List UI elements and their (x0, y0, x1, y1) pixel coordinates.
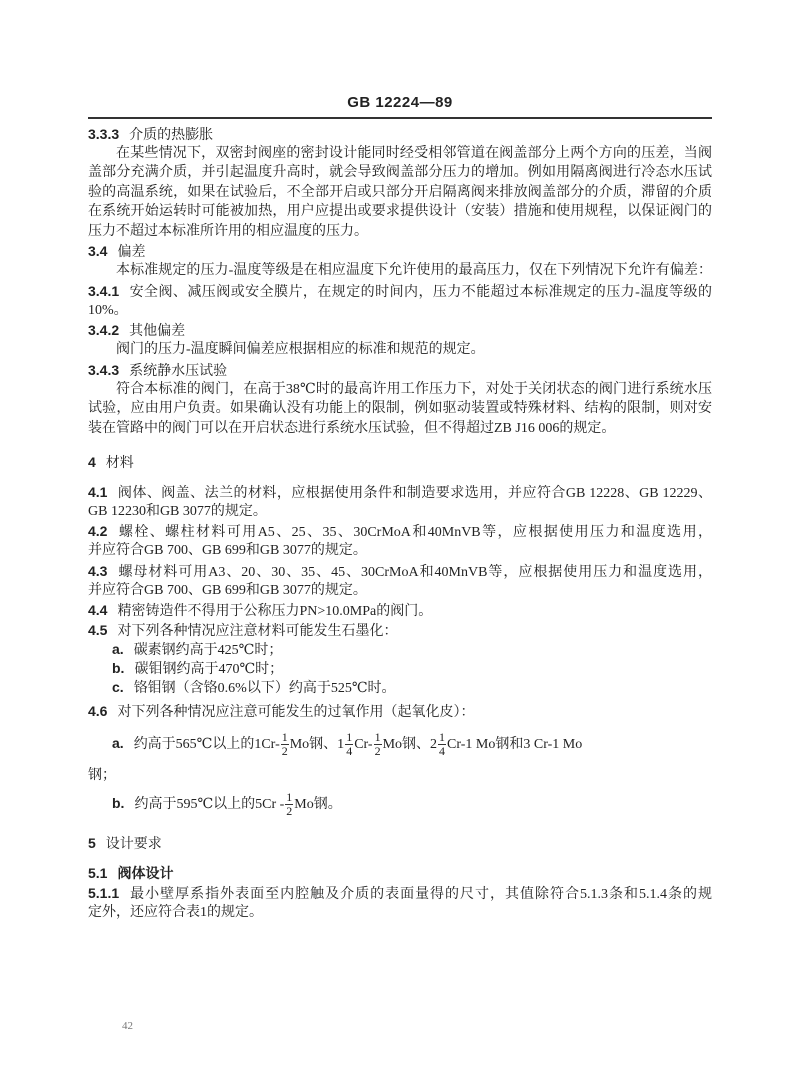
paragraph-line: 试验，应由用户负责。如果确认没有功能上的限制，例如驱动装置或特殊材料、结构的限制，则对安 (88, 401, 712, 416)
numerator: 1 (374, 730, 381, 745)
list-text: Cr-1 Mo钢和3 Cr-1 Mo (447, 737, 583, 752)
paragraph-text: 最小壁厚系指外表面至内腔触及介质的表面量得的尺寸，其值除符合5.1.3条和5.1.4条的规 (129, 887, 712, 902)
document-header: GB 12224—89 (347, 94, 453, 111)
section-number: 3.4.3 (88, 362, 120, 378)
page-number: 42 (122, 1020, 133, 1032)
section-4-1 (88, 483, 712, 503)
list-text: 碳素钢约高于425℃时； (133, 643, 283, 658)
section-3-4-heading (88, 242, 712, 262)
list-text: 铬钼钢（含铬0.6%以下）约高于525℃时。 (133, 681, 396, 696)
list-text: Mo钢。 (294, 797, 342, 812)
fraction (438, 731, 446, 758)
denominator: 4 (439, 744, 446, 759)
list-text: Mo钢、2 (382, 737, 438, 752)
list-item (112, 728, 736, 760)
list-text: 约高于595℃以上的5Cr - (134, 797, 285, 812)
paragraph-line: 钢； (88, 768, 116, 783)
section-title: 偏差 (117, 245, 146, 260)
list-text: 碳钼钢约高于470℃时； (134, 662, 284, 677)
section-4-3 (88, 562, 712, 582)
paragraph-line: GB 12230和GB 3077的规定。 (88, 504, 267, 519)
paragraph-line: 阀门的压力-温度瞬间偏差应根据相应的标准和规范的规定。 (116, 342, 485, 357)
fraction (345, 731, 353, 758)
section-5-1-1 (88, 884, 712, 904)
paragraph-line: 并应符合GB 700、GB 699和GB 3077的规定。 (88, 583, 367, 598)
section-number: 5 (88, 835, 96, 851)
section-number: 4 (88, 454, 96, 470)
section-4-2 (88, 522, 712, 542)
list-text: Cr- (354, 737, 373, 752)
list-label: c. (112, 679, 124, 695)
section-number: 4.5 (88, 622, 108, 638)
numerator: 1 (346, 730, 353, 745)
list-text: Mo钢、1 (289, 737, 345, 752)
section-number: 3.3.3 (88, 126, 120, 142)
paragraph-line: 盖部分充满介质，并引起温度升高时，就会导致阀盖部分压力的增加。例如用隔离阀进行冷态水压试 (88, 165, 712, 180)
section-number: 4.6 (88, 703, 108, 719)
list-label: b. (112, 660, 125, 676)
paragraph-line: 验的高温系统，如果在试验后，不全部开启或只部分开启隔离阀来排放阀盖部分的介质，滞留的介质 (88, 185, 712, 200)
numerator: 1 (286, 790, 293, 805)
section-4-4 (88, 601, 712, 621)
list-item (112, 659, 736, 679)
list-item (112, 678, 736, 698)
paragraph-line: 定外，还应符合表1的规定。 (88, 905, 263, 920)
denominator: 2 (374, 744, 381, 759)
paragraph-text: 安全阀、减压阀或安全膜片，在规定的时间内，压力不能超过本标准规定的压力-温度等级的 (129, 285, 712, 300)
paragraph-text: 对下列各种情况应注意材料可能发生石墨化： (117, 624, 398, 639)
paragraph-line: 符合本标准的阀门，在高于38℃时的最高许用工作压力下，对处于关闭状态的阀门进行系统水压 (116, 382, 712, 397)
section-number: 3.4.2 (88, 322, 120, 338)
paragraph-text: 螺母材料可用A3、20、30、35、45、30CrMoA和40MnVB等，应根据使用压力和温度选用， (117, 565, 712, 580)
section-5-1-heading (88, 864, 712, 884)
list-item (112, 640, 736, 660)
section-title: 阀体设计 (117, 867, 174, 882)
section-number: 4.4 (88, 602, 108, 618)
section-3-4-3-heading (88, 361, 712, 381)
section-4-5 (88, 621, 712, 641)
section-number: 3.4 (88, 243, 108, 259)
section-title: 材料 (105, 456, 134, 471)
list-label: b. (112, 795, 125, 811)
numerator: 1 (439, 730, 446, 745)
paragraph-text: 螺栓、螺柱材料可用A5、25、35、30CrMoA和40MnVB等，应根据使用压力和温度选用， (117, 525, 712, 540)
list-label: a. (112, 735, 124, 751)
denominator: 2 (281, 744, 288, 759)
numerator: 1 (281, 730, 288, 745)
section-title: 系统静水压试验 (129, 364, 228, 379)
paragraph-text: 对下列各种情况应注意可能发生的过氧作用（起氧化皮）： (117, 705, 475, 720)
paragraph-text: 阀体、阀盖、法兰的材料，应根据使用条件和制造要求选用，并应符合GB 12228、GB 12229、 (117, 486, 712, 501)
section-number: 5.1.1 (88, 885, 120, 901)
list-text: 约高于565℃以上的1Cr- (133, 737, 280, 752)
section-3-3-3-heading (88, 125, 712, 145)
section-3-4-1 (88, 282, 712, 302)
paragraph-line: 本标准规定的压力-温度等级是在相应温度下允许使用的最高压力，仅在下列情况下允许有偏差： (116, 263, 712, 278)
section-number: 4.2 (88, 523, 108, 539)
section-title: 其他偏差 (129, 324, 186, 339)
paragraph-line: 在系统开始运转时可能被加热，用户应提出或要求提供设计（安装）措施和使用规程，以保证阀门的 (88, 204, 712, 219)
section-title: 介质的热膨胀 (129, 128, 214, 143)
header-rule (88, 117, 712, 119)
section-number: 3.4.1 (88, 283, 120, 299)
paragraph-text: 精密铸造件不得用于公称压力PN>10.0MPa的阀门。 (117, 604, 433, 619)
section-4-6 (88, 702, 712, 722)
chapter-5-heading (88, 834, 712, 854)
paragraph-line: 压力不超过本标准所许用的相应温度的压力。 (88, 224, 368, 239)
section-number: 4.1 (88, 484, 108, 500)
paragraph-line: 装在管路中的阀门可以在开启状态进行系统水压试验，但不得超过ZB J16 006的规定。 (88, 421, 616, 436)
fraction (285, 791, 293, 818)
section-title: 设计要求 (105, 837, 162, 852)
section-number: 5.1 (88, 865, 108, 881)
section-3-4-2-heading (88, 321, 712, 341)
list-label: a. (112, 641, 124, 657)
denominator: 4 (346, 744, 353, 759)
fraction (281, 731, 289, 758)
denominator: 2 (286, 804, 293, 819)
paragraph-line: 10%。 (88, 303, 128, 318)
paragraph-line: 并应符合GB 700、GB 699和GB 3077的规定。 (88, 543, 367, 558)
fraction (374, 731, 382, 758)
section-number: 4.3 (88, 563, 108, 579)
list-item (112, 788, 736, 820)
paragraph-line: 在某些情况下，双密封阀座的密封设计能同时经受相邻管道在阀盖部分上两个方向的压差，当阀 (116, 146, 712, 161)
chapter-4-heading (88, 453, 712, 473)
